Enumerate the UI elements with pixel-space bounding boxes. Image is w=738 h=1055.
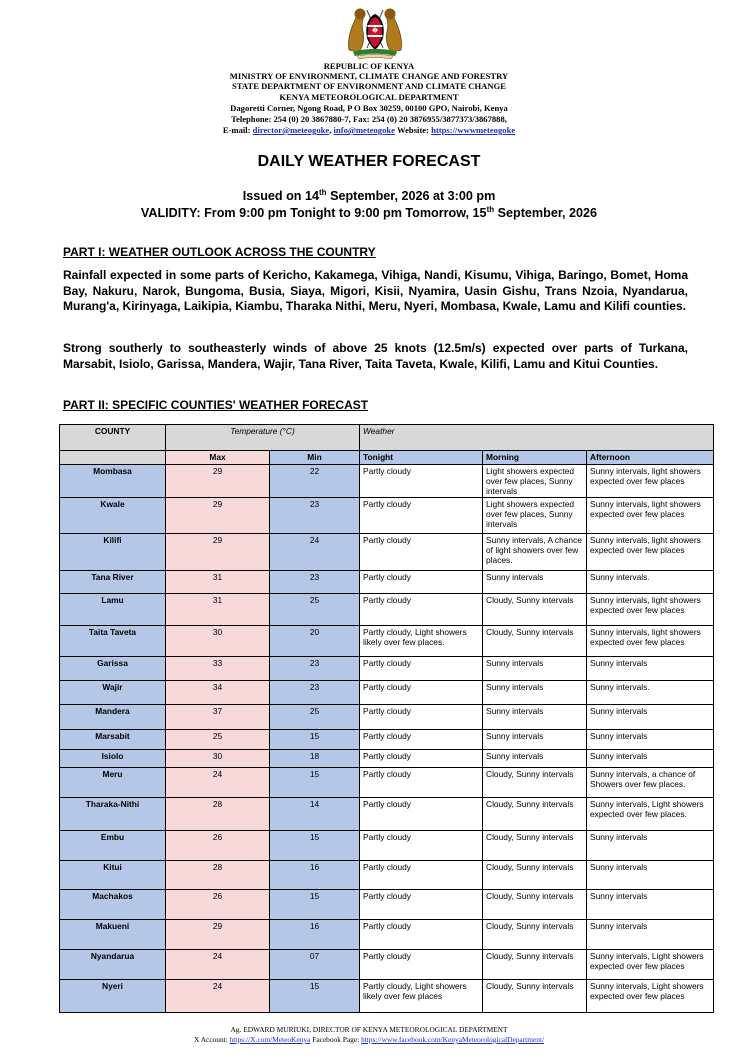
issued-line	[0, 188, 738, 204]
table-row	[60, 657, 714, 681]
letterhead-state-department: STATE DEPARTMENT OF ENVIRONMENT AND CLIMATE CHANGE	[232, 81, 506, 91]
tonight-cell: Partly cloudy	[360, 571, 483, 594]
min-cell: 23	[270, 657, 360, 681]
afternoon-cell: Sunny intervals.	[587, 571, 714, 594]
county-cell: Garissa	[60, 657, 166, 681]
table-row	[60, 920, 714, 950]
county-cell: Makueni	[60, 920, 166, 950]
facebook-link[interactable]: https://www.facebook.com/KenyaMeteorologicalDepartment/	[361, 1035, 545, 1044]
afternoon-cell: Sunny intervals, light showers expected over few places	[587, 626, 714, 657]
temperature-group-header: Temperature (°C)	[166, 425, 360, 451]
x-account-link[interactable]: https://X.com/MeteoKenya	[229, 1035, 311, 1044]
table-row	[60, 465, 714, 498]
county-cell: Machakos	[60, 890, 166, 920]
max-cell: 24	[166, 980, 270, 1013]
letterhead-ministry: MINISTRY OF ENVIRONMENT, CLIMATE CHANGE AND FORESTRY	[229, 71, 509, 81]
weather-group-header: Weather	[360, 425, 714, 451]
email-label: E-mail:	[222, 125, 251, 135]
tonight-cell: Partly cloudy	[360, 730, 483, 750]
max-cell: 31	[166, 571, 270, 594]
morning-cell: Cloudy, Sunny intervals	[483, 626, 587, 657]
tonight-cell: Partly cloudy	[360, 861, 483, 890]
validity-prefix: VALIDITY: From 9:00 pm Tonight to 9:00 pm Tomorrow, 15	[140, 206, 487, 220]
validity-line	[0, 205, 738, 221]
issued-prefix: Issued on 14	[242, 189, 320, 203]
tonight-cell: Partly cloudy	[360, 890, 483, 920]
morning-cell: Cloudy, Sunny intervals	[483, 768, 587, 798]
letterhead-kmd: KENYA METEOROLOGICAL DEPARTMENT	[279, 92, 459, 102]
tonight-column-header: Tonight	[360, 451, 483, 465]
min-cell: 15	[270, 831, 360, 861]
morning-cell: Sunny intervals	[483, 705, 587, 730]
min-cell: 14	[270, 798, 360, 831]
tonight-cell: Partly cloudy	[360, 534, 483, 571]
morning-cell: Sunny intervals	[483, 657, 587, 681]
afternoon-cell: Sunny intervals	[587, 890, 714, 920]
table-row	[60, 768, 714, 798]
min-cell: 25	[270, 594, 360, 626]
letterhead-republic: REPUBLIC OF KENYA	[323, 61, 415, 71]
table-row	[60, 626, 714, 657]
county-cell: Nyeri	[60, 980, 166, 1013]
letterhead-address: Dagoretti Corner, Ngong Road, P O Box 30259, 00100 GPO, Nairobi, Kenya	[230, 103, 508, 113]
table-row	[60, 705, 714, 730]
tonight-cell: Partly cloudy	[360, 705, 483, 730]
afternoon-cell: Sunny intervals, light showers expected over few places	[587, 594, 714, 626]
table-row	[60, 534, 714, 571]
max-cell: 24	[166, 950, 270, 980]
morning-cell: Light showers expected over few places, Sunny intervals	[483, 465, 587, 498]
tonight-cell: Partly cloudy	[360, 831, 483, 861]
table-row	[60, 730, 714, 750]
table-header-row	[60, 425, 714, 451]
county-cell: Wajir	[60, 681, 166, 705]
min-cell: 18	[270, 750, 360, 768]
afternoon-cell: Sunny intervals, light showers expected over few places	[587, 534, 714, 571]
min-cell: 15	[270, 768, 360, 798]
max-column-header: Max	[166, 451, 270, 465]
max-cell: 30	[166, 626, 270, 657]
issued-sup: th	[319, 188, 327, 197]
afternoon-column-header: Afternoon	[587, 451, 714, 465]
max-cell: 26	[166, 890, 270, 920]
table-subheader-row	[60, 451, 714, 465]
county-cell: Mombasa	[60, 465, 166, 498]
table-row	[60, 831, 714, 861]
table-row	[60, 571, 714, 594]
facebook-label: Facebook Page:	[312, 1035, 360, 1044]
morning-cell: Cloudy, Sunny intervals	[483, 594, 587, 626]
max-cell: 29	[166, 534, 270, 571]
morning-column-header: Morning	[483, 451, 587, 465]
footer-social-links	[0, 1035, 738, 1044]
afternoon-cell: Sunny intervals.	[587, 681, 714, 705]
min-cell: 22	[270, 465, 360, 498]
afternoon-cell: Sunny intervals, Light showers expected over few places.	[587, 798, 714, 831]
county-cell: Mandera	[60, 705, 166, 730]
afternoon-cell: Sunny intervals	[587, 750, 714, 768]
tonight-cell: Partly cloudy	[360, 498, 483, 534]
forecast-table	[59, 424, 714, 1013]
max-cell: 29	[166, 465, 270, 498]
page-title: DAILY WEATHER FORECAST	[257, 153, 481, 170]
afternoon-cell: Sunny intervals	[587, 831, 714, 861]
min-cell: 07	[270, 950, 360, 980]
afternoon-cell: Sunny intervals	[587, 920, 714, 950]
min-cell: 23	[270, 498, 360, 534]
min-cell: 16	[270, 920, 360, 950]
max-cell: 29	[166, 920, 270, 950]
county-cell: Isiolo	[60, 750, 166, 768]
afternoon-cell: Sunny intervals	[587, 730, 714, 750]
afternoon-cell: Sunny intervals, Light showers expected over few places	[587, 950, 714, 980]
county-cell: Nyandarua	[60, 950, 166, 980]
email-link-info[interactable]: info@meteogoke	[333, 125, 395, 135]
tonight-cell: Partly cloudy, Light showers likely over few places	[360, 980, 483, 1013]
morning-cell: Cloudy, Sunny intervals	[483, 798, 587, 831]
part1-winds-paragraph: Strong southerly to southeasterly winds of above 25 knots (12.5m/s) expected over parts of Turkana, Marsabit, Isiolo, Garissa, Mandera, Wajir, Tana River, Taita Taveta, Kwale, Kilifi, Lamu and Kitui Counties.	[63, 341, 688, 371]
tonight-cell: Partly cloudy, Light showers likely over few places.	[360, 626, 483, 657]
table-row	[60, 950, 714, 980]
max-cell: 28	[166, 798, 270, 831]
morning-cell: Cloudy, Sunny intervals	[483, 890, 587, 920]
max-cell: 33	[166, 657, 270, 681]
morning-cell: Sunny intervals, A chance of light showers over few places.	[483, 534, 587, 571]
min-cell: 15	[270, 890, 360, 920]
morning-cell: Sunny intervals	[483, 730, 587, 750]
letterhead-contact-line	[0, 126, 738, 136]
morning-cell: Sunny intervals	[483, 571, 587, 594]
tonight-cell: Partly cloudy	[360, 657, 483, 681]
min-cell: 16	[270, 861, 360, 890]
forecast-table-body	[60, 465, 714, 1013]
morning-cell: Sunny intervals	[483, 681, 587, 705]
min-cell: 15	[270, 980, 360, 1013]
max-cell: 24	[166, 768, 270, 798]
part1-rainfall-paragraph: Rainfall expected in some parts of Kericho, Kakamega, Vihiga, Nandi, Kisumu, Vihiga, Baringo, Bomet, Homa Bay, Nakuru, Narok, Bungoma, Busia, Siaya, Migori, Kisii, Nyamira, Uasin Gishu, Trans Nzoia, Nyandarua, Murang'a, Kirinyaga, Laikipia, Kiambu, Tharaka Nithi, Meru, Nyeri, Mombasa, Kwale, Lamu and Kilifi counties.	[63, 268, 688, 313]
website-label: Website:	[397, 125, 429, 135]
table-row	[60, 798, 714, 831]
letterhead-telephone: Telephone: 254 (0) 20 3867880-7, Fax: 254 (0) 20 3876955/3877373/3867888,	[231, 114, 507, 124]
county-cell: Kilifi	[60, 534, 166, 571]
county-cell: Tana River	[60, 571, 166, 594]
morning-cell: Sunny intervals	[483, 750, 587, 768]
afternoon-cell: Sunny intervals, a chance of Showers over few places.	[587, 768, 714, 798]
email-separator: ,	[329, 125, 332, 135]
afternoon-cell: Sunny intervals, light showers expected over few places	[587, 498, 714, 534]
website-link[interactable]: https://wwwmeteogoke	[431, 125, 516, 135]
morning-cell: Cloudy, Sunny intervals	[483, 831, 587, 861]
table-row	[60, 861, 714, 890]
table-row	[60, 594, 714, 626]
morning-cell: Cloudy, Sunny intervals	[483, 950, 587, 980]
county-cell: Kwale	[60, 498, 166, 534]
min-cell: 15	[270, 730, 360, 750]
county-cell: Marsabit	[60, 730, 166, 750]
afternoon-cell: Sunny intervals, light showers expected over few places	[587, 465, 714, 498]
max-cell: 31	[166, 594, 270, 626]
table-row	[60, 980, 714, 1013]
table-row	[60, 498, 714, 534]
tonight-cell: Partly cloudy	[360, 594, 483, 626]
min-column-header: Min	[270, 451, 360, 465]
county-cell: Embu	[60, 831, 166, 861]
morning-cell: Cloudy, Sunny intervals	[483, 980, 587, 1013]
part1-heading: PART I: WEATHER OUTLOOK ACROSS THE COUNTRY	[63, 245, 376, 259]
tonight-cell: Partly cloudy	[360, 920, 483, 950]
tonight-cell: Partly cloudy	[360, 681, 483, 705]
min-cell: 23	[270, 571, 360, 594]
county-cell: Tharaka-Nithi	[60, 798, 166, 831]
min-cell: 25	[270, 705, 360, 730]
tonight-cell: Partly cloudy	[360, 465, 483, 498]
max-cell: 28	[166, 861, 270, 890]
min-cell: 24	[270, 534, 360, 571]
afternoon-cell: Sunny intervals, Light showers expected over few places	[587, 980, 714, 1013]
issued-suffix: September, 2026 at 3:00 pm	[326, 189, 496, 203]
county-subheader-cell	[60, 451, 166, 465]
validity-suffix: September, 2026	[494, 206, 598, 220]
table-row	[60, 681, 714, 705]
morning-cell: Cloudy, Sunny intervals	[483, 861, 587, 890]
county-cell: Lamu	[60, 594, 166, 626]
tonight-cell: Partly cloudy	[360, 950, 483, 980]
morning-cell: Light showers expected over few places, Sunny intervals	[483, 498, 587, 534]
tonight-cell: Partly cloudy	[360, 768, 483, 798]
max-cell: 34	[166, 681, 270, 705]
min-cell: 20	[270, 626, 360, 657]
afternoon-cell: Sunny intervals	[587, 861, 714, 890]
max-cell: 26	[166, 831, 270, 861]
afternoon-cell: Sunny intervals	[587, 705, 714, 730]
max-cell: 25	[166, 730, 270, 750]
validity-sup: th	[486, 205, 495, 214]
footer-director: Ag. EDWARD MURIUKI, DIRECTOR OF KENYA METEOROLOGICAL DEPARTMENT	[230, 1025, 508, 1034]
county-cell: Kitui	[60, 861, 166, 890]
afternoon-cell: Sunny intervals	[587, 657, 714, 681]
table-row	[60, 750, 714, 768]
tonight-cell: Partly cloudy	[360, 798, 483, 831]
x-account-label: X Account:	[193, 1035, 228, 1044]
coat-of-arms-icon	[341, 4, 409, 60]
part2-heading: PART II: SPECIFIC COUNTIES' WEATHER FORECAST	[63, 398, 369, 412]
county-cell: Taita Taveta	[60, 626, 166, 657]
morning-cell: Cloudy, Sunny intervals	[483, 920, 587, 950]
max-cell: 30	[166, 750, 270, 768]
max-cell: 37	[166, 705, 270, 730]
email-link-director[interactable]: director@meteogoke	[252, 125, 330, 135]
county-cell: Meru	[60, 768, 166, 798]
tonight-cell: Partly cloudy	[360, 750, 483, 768]
max-cell: 29	[166, 498, 270, 534]
county-column-header: COUNTY	[60, 425, 166, 451]
min-cell: 23	[270, 681, 360, 705]
table-row	[60, 890, 714, 920]
